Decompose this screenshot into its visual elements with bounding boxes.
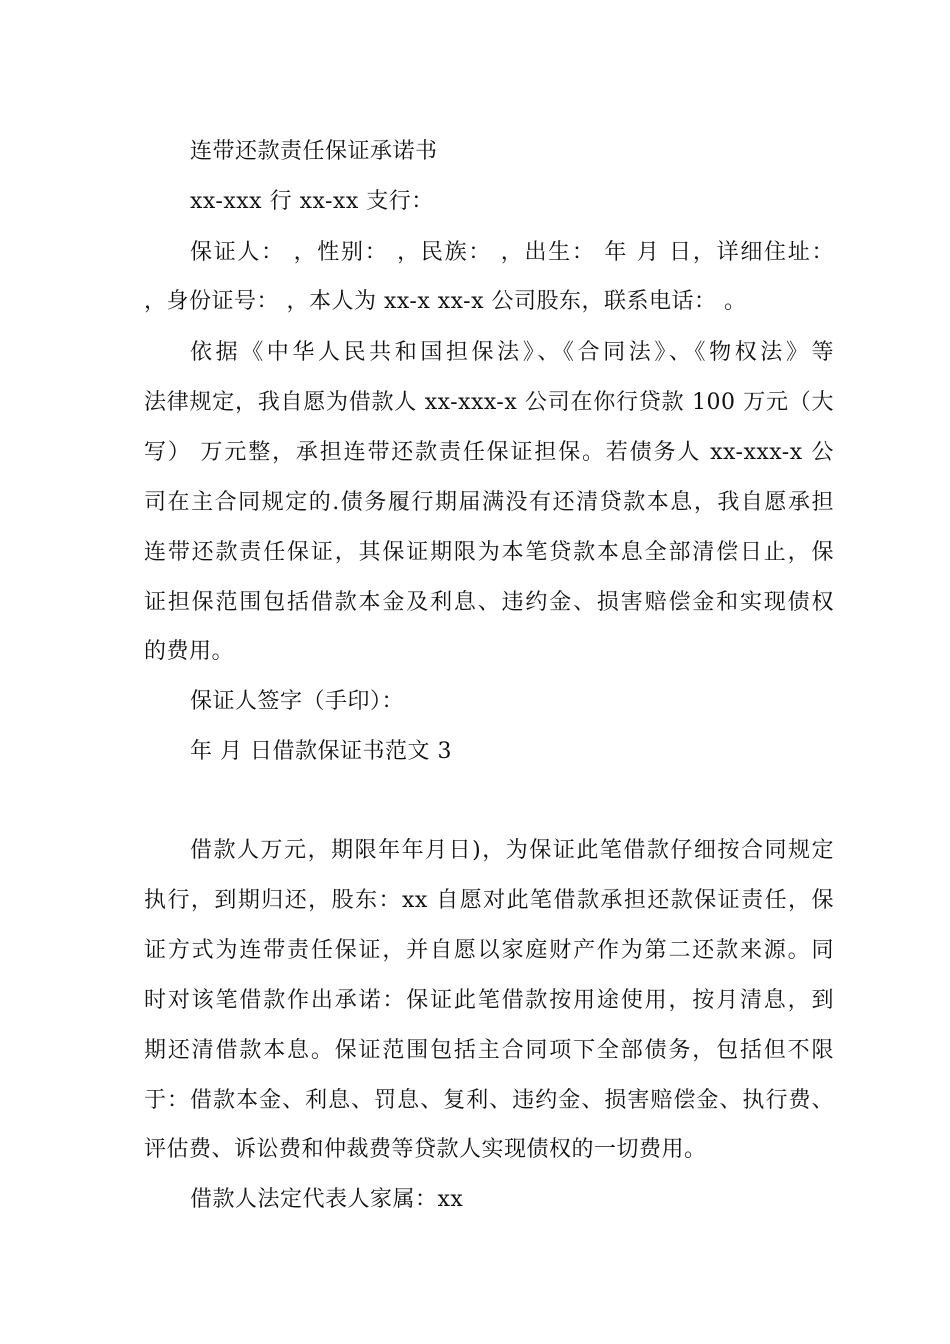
guarantor-info-line-1: 保证人： ，性别： ，民族： ，出生： 年 月 日，详细住址： bbox=[190, 240, 834, 265]
salutation: xx-xxx 行 xx-xx 支行： bbox=[190, 189, 434, 214]
section2-body-line-4: 时对该笔借款作出承诺：保证此笔借款按用途使用，按月清息，到 bbox=[144, 988, 834, 1013]
date-and-heading-line: 年 月 日借款保证书范文 3 bbox=[190, 739, 452, 764]
section1-body-line-1: 依据《中华人民共和国担保法》、《合同法》、《物权法》等 bbox=[190, 340, 834, 365]
document-title: 连带还款责任保证承诺书 bbox=[190, 139, 438, 164]
section1-body-line-2: 法律规定，我自愿为借款人 xx-xxx-x 公司在你行贷款 100 万元（大 bbox=[144, 390, 834, 415]
section1-body-line-4: 司在主合同规定的.债务履行期届满没有还清贷款本息，我自愿承担 bbox=[144, 490, 834, 515]
section1-body-line-6: 证担保范围包括借款本金及利息、违约金、损害赔偿金和实现债权 bbox=[144, 590, 834, 615]
section1-body-line-7: 的费用。 bbox=[144, 639, 235, 664]
section1-body-line-3: 写） 万元整，承担连带还款责任保证担保。若债务人 xx-xxx-x 公 bbox=[144, 440, 834, 465]
section1-body-line-5: 连带还款责任保证，其保证期限为本笔贷款本息全部清偿日止，保 bbox=[144, 540, 834, 565]
section2-body-line-7: 评估费、诉讼费和仲裁费等贷款人实现债权的一切费用。 bbox=[144, 1137, 707, 1162]
section2-body-line-1: 借款人万元，期限年年月日)，为保证此笔借款仔细按合同规定 bbox=[190, 838, 834, 863]
signature-line: 保证人签字（手印）： bbox=[190, 689, 405, 714]
guarantor-info-line-2: ，身份证号： ，本人为 xx-x xx-x 公司股东，联系电话： 。 bbox=[144, 289, 747, 314]
section2-body-line-2: 执行，到期归还，股东：xx 自愿对此笔借款承担还款保证责任，保 bbox=[144, 888, 834, 913]
section2-body-line-6: 于：借款本金、利息、罚息、复利、违约金、损害赔偿金、执行费、 bbox=[144, 1088, 834, 1113]
family-line: 借款人法定代表人家属：xx bbox=[190, 1187, 464, 1212]
section2-body-line-5: 期还清借款本息。保证范围包括主合同项下全部债务，包括但不限 bbox=[144, 1038, 834, 1063]
section2-body-line-3: 证方式为连带责任保证，并自愿以家庭财产作为第二还款来源。同 bbox=[144, 938, 834, 963]
